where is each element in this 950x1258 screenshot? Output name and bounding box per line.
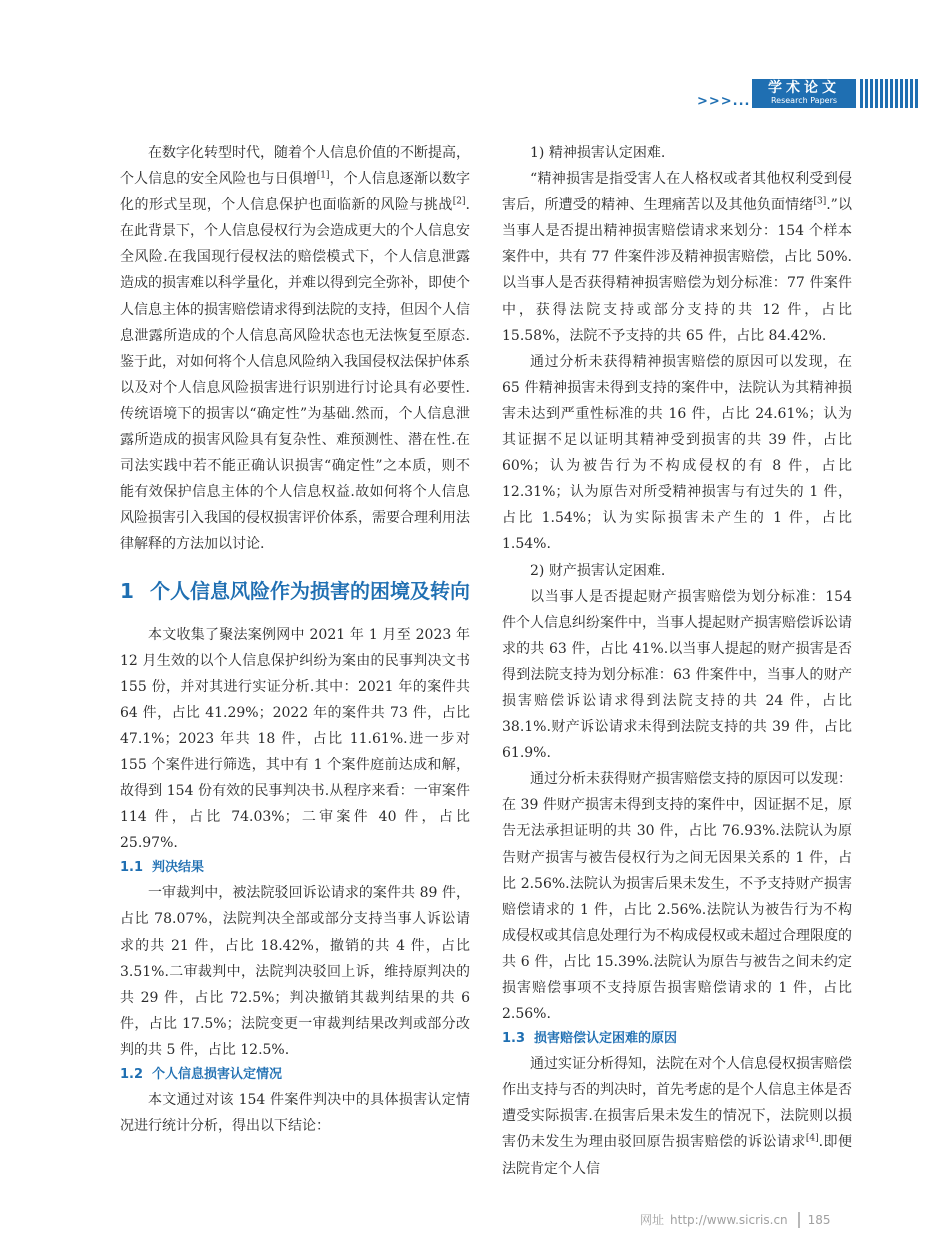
citation-4[interactable]: [4] <box>805 1133 819 1144</box>
footer-separator <box>798 1212 800 1228</box>
page-number: 185 <box>807 1212 831 1227</box>
subsection-title: 损害赔偿认定困难的原因 <box>534 1031 678 1047</box>
paragraph: 通过分析未获得财产损害赔偿支持的原因可以发现：在 39 件财产损害未得到支持的案件中，因证据不足，原告无法承担证明的共 30 件，占比 76.93%.法院认为原告财产损害与被告侵权行为之间无因果关系的 1 件，占比 2.56%.法院认为损害后果未发生，不予支持财产损害赔偿请求的 1 件，占比 2.56%.法院认为被告行为不构成侵权或其信息处理行为不构成侵权或未超过合理限度的共 6 件，占比 15.39%.法院认为原告与被告之间未约定损害赔偿事项不支持原告损害赔偿请求的 1 件，占比 2.56%. <box>502 771 852 1023</box>
citation-3[interactable]: [3] <box>813 196 827 207</box>
list-item-mental-damage: 1) 精神损害认定困难. <box>530 145 666 161</box>
page-footer <box>640 1211 831 1228</box>
section-title-en: Research Papers <box>770 96 838 105</box>
section-badge <box>752 79 856 108</box>
paragraph: 本文收集了聚法案例网中 2021 年 1 月至 2023 年 12 月生效的以个人信息保护纠纷为案由的民事判决文书 155 份，并对其进行实证分析.其中：2021 年的案件共 64 件，占比 41.29%；2022 年的案件共 73 件，占比 47.1%；2023 年共 18 件，占比 11.61%.进一步对 155 个案件进行筛选，其中有 1 个案件庭前达成和解，故得到 154 份有效的民事判决书.从程序来看：一审案件 114 件，占比 74.03%；二审案件 40 件，占比 25.97%. <box>120 626 470 852</box>
citation-1[interactable]: [1] <box>316 170 330 181</box>
header-arrows: >>>... <box>697 94 751 109</box>
paragraph: 通过分析未获得精神损害赔偿的原因可以发现，在 65 件精神损害未得到支持的案件中，法院认为其精神损害未达到严重性标准的共 16 件，占比 24.61%；认为其证据不足以证明其精神受到损害的共 39 件，占比 60%；认为被告行为不构成侵权的有 8 件，占比 12.31%；认为原告对所受精神损害与有过失的 1 件，占比 1.54%；认为实际损害未产生的 1 件，占比 1.54%. <box>502 353 852 553</box>
section-title-cn: 学术论文 <box>768 80 840 96</box>
paragraph: 一审裁判中，被法院驳回诉讼请求的案件共 89 件，占比 78.07%，法院判决全部或部分支持当事人诉讼请求的共 21 件，占比 18.42%，撤销的共 4 件，占比 3.51%.二审裁判中，法院判决驳回上诉，维持原判决的共 29 件，占比 72.5%；判决撤销其裁判结果的共 6 件，占比 17.5%；法院变更一审裁判结果改判或部分改判的共 5 件，占比 12.5%. <box>120 885 470 1058</box>
right-column <box>502 140 852 1182</box>
paragraph: “精神损害是指受害人在人格权或者其他权利受到侵害后，所遭受的精神、生理痛苦以及其他负面情绪[3].”以当事人是否提出精神损害赔偿请求来划分：154 个样本案件中，共有 77 件案件涉及精神损害赔偿，占比 50%.以当事人是否获得精神损害赔偿为划分标准：77 件案件中，获得法院支持或部分支持的共 12 件，占比 15.58%，法院不予支持的共 65 件，占比 84.42%. <box>502 171 853 344</box>
section-heading-1 <box>120 576 470 606</box>
subsection-number: 1.1 <box>120 860 144 876</box>
paragraph: 通过实证分析得知，法院在对个人信息侵权损害赔偿作出支持与否的判决时，首先考虑的是个人信息主体是否遭受实际损害.在损害后果未发生的情况下，法院则以损害仍未发生为理由驳回原告损害赔偿的诉讼请求[4].即便法院肯定个人信 <box>502 1056 852 1177</box>
subsection-heading-1-2 <box>120 1063 470 1087</box>
paragraph: 以当事人是否提起财产损害赔偿为划分标准：154 件个人信息纠纷案件中，当事人提起财产损害赔偿诉讼请求的共 63 件，占比 41%.以当事人提起的财产损害是否得到法院支持为划分标准：63 件案件中，当事人的财产损害赔偿诉讼请求得到法院支持的共 24 件，占比 38.1%.财产诉讼请求未得到法院支持的共 39 件，占比 61.9%. <box>502 588 852 762</box>
citation-2[interactable]: [2] <box>452 196 466 207</box>
header-stripes-decoration <box>860 79 920 108</box>
paragraph: 本文通过对该 154 件案件判决中的具体损害认定情况进行统计分析，得出以下结论： <box>120 1092 470 1135</box>
section-number: 1 <box>120 578 134 603</box>
left-column <box>120 140 470 1139</box>
section-title: 个人信息风险作为损害的困境及转向 <box>150 578 470 603</box>
intro-paragraph: 在数字化转型时代，随着个人信息价值的不断提高，个人信息的安全风险也与日俱增[1]，个人信息逐渐以数字化的形式呈现，个人信息保护也面临新的风险与挑战[2].在此背景下，个人信息侵权行为会造成更大的个人信息安全风险.在我国现行侵权法的赔偿模式下，个人信息泄露造成的损害难以科学量化，并难以得到完全弥补，即使个人信息主体的损害赔偿请求得到法院的支持，但因个人信息泄露所造成的个人信息高风险状态也无法恢复至原态.鉴于此，对如何将个人信息风险纳入我国侵权法保护体系以及对个人信息风险损害进行识别进行讨论具有必要性.传统语境下的损害以“确定性”为基础.然而，个人信息泄露所造成的损害风险具有复杂性、难预测性、潜在性.在司法实践中若不能正确认识损害“确定性”之本质，则不能有效保护信息主体的个人信息权益.故如何将个人信息风险损害引入我国的侵权损害评价体系，需要合理利用法律解释的方法加以讨论. <box>120 145 471 553</box>
subsection-heading-1-1 <box>120 856 470 880</box>
subsection-title: 个人信息损害认定情况 <box>152 1067 283 1082</box>
footer-label: 网址 <box>640 1213 665 1227</box>
footer-url[interactable]: http://www.sicris.cn <box>670 1212 788 1227</box>
subsection-title: 判决结果 <box>152 860 205 876</box>
subsection-number: 1.2 <box>120 1067 144 1082</box>
subsection-heading-1-3 <box>502 1027 852 1051</box>
list-item-property-damage: 2) 财产损害认定困难. <box>530 562 666 579</box>
subsection-number: 1.3 <box>502 1031 526 1047</box>
